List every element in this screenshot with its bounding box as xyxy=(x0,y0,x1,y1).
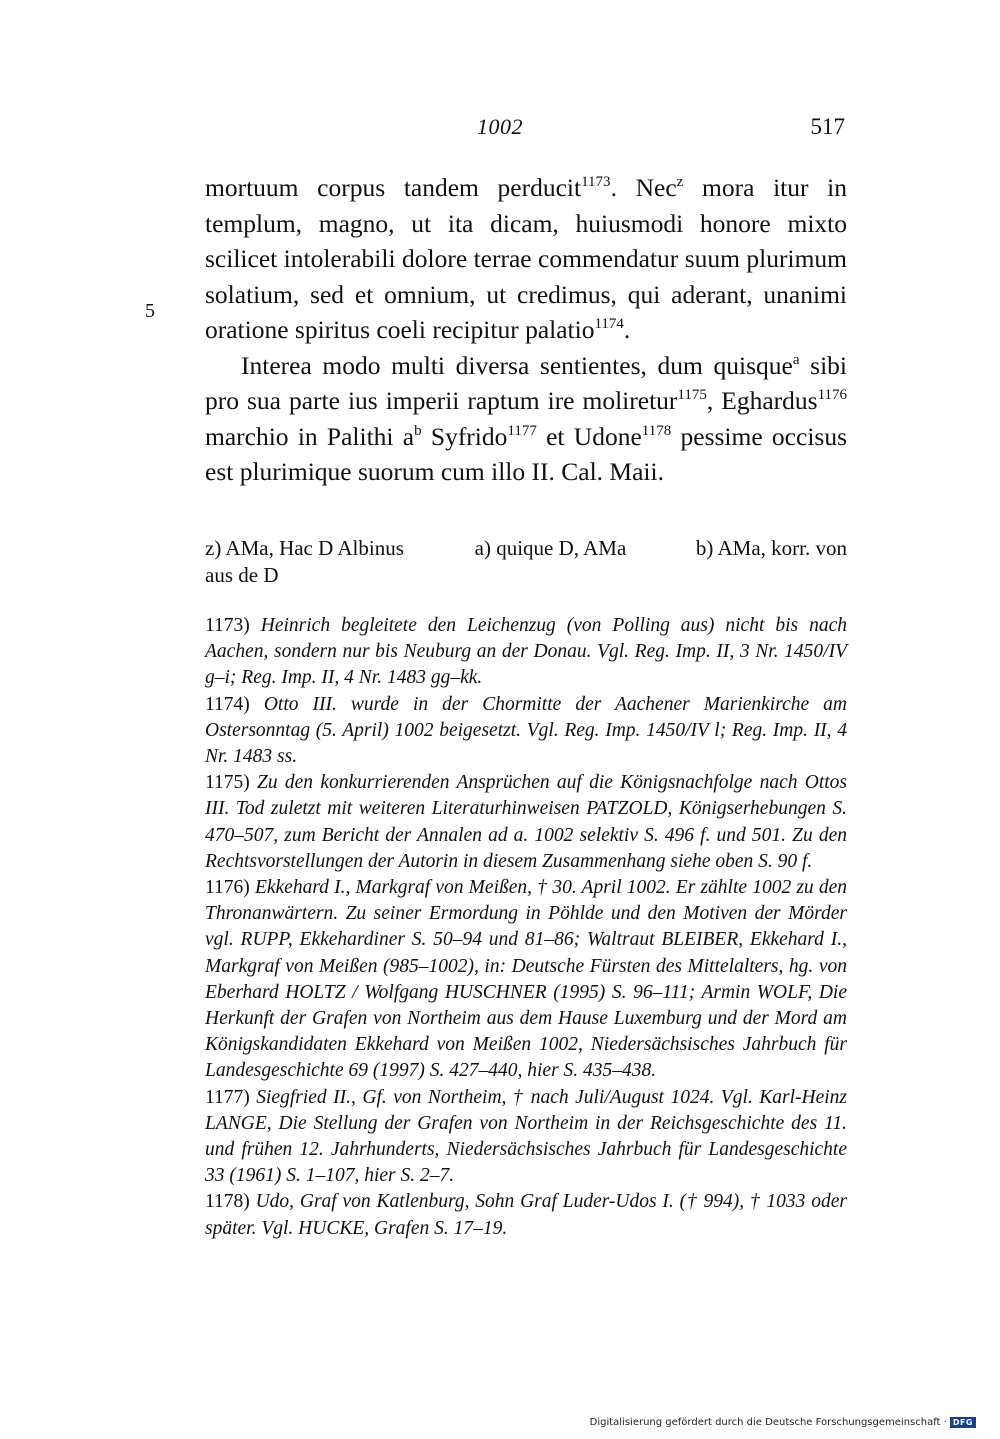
footnote-number: 1174) xyxy=(205,693,250,715)
footnote-ref: 1176 xyxy=(817,387,848,403)
footnote xyxy=(205,875,847,1085)
main-text xyxy=(205,170,847,490)
line-number: 5 xyxy=(145,300,155,322)
paragraph-1 xyxy=(205,170,847,348)
text-run: sibi pro sua parte ius imperii raptum ire moliretur xyxy=(205,350,847,415)
text-run: . xyxy=(623,315,631,344)
critical-apparatus xyxy=(205,535,847,589)
footnote-text: Heinrich begleitete den Leichenzug (von Polling aus) nicht bis nach Aachen, sondern nur bis Neuburg an der Donau. Vgl. Reg. Imp. II, 3 Nr. 1450/IV g–i; Reg. Imp. II, 4 Nr. 1483 gg–kk. xyxy=(205,615,847,689)
footnote-ref: 1178 xyxy=(641,422,672,439)
footnote xyxy=(205,1085,847,1190)
footnote-ref: 1177 xyxy=(507,422,537,439)
footnote xyxy=(205,692,847,771)
text-run: mortuum corpus tandem perducit xyxy=(205,173,582,202)
page-number: 517 xyxy=(810,114,845,139)
footnote-ref: 1174 xyxy=(594,316,624,332)
running-title: 1002 xyxy=(477,114,523,139)
text-run: , Eghardus xyxy=(706,386,818,415)
footnote-number: 1175) xyxy=(205,772,250,794)
apparatus-ref: z xyxy=(676,174,684,190)
apparatus-ref: a xyxy=(792,351,800,368)
footnote-number: 1177) xyxy=(205,1086,250,1108)
paragraph-2 xyxy=(205,348,847,490)
footnote-ref: 1173 xyxy=(581,174,611,190)
apparatus-entry: z) AMa, Hac D Albinus aus de D xyxy=(205,536,404,587)
footer-text: Digitalisierung gefördert durch die Deutsche Forschungsgemeinschaft · xyxy=(589,1417,947,1428)
text-run: pessime occisus est plurimique suorum cum illo II. Cal. Maii. xyxy=(205,421,847,486)
footnote-text: Otto III. wurde in der Chormitte der Aachener Marienkirche am Ostersonntag (5. April) 1002 beigesetzt. Vgl. Reg. Imp. 1450/IV l; Reg. Imp. II, 4 Nr. 1483 ss. xyxy=(205,693,848,768)
digitization-footer xyxy=(590,1417,976,1428)
apparatus-entry: b) AMa, korr. von xyxy=(695,536,847,560)
text-run: mora itur in templum, magno, ut ita dicam, huiusmodi honore mixto scilicet intolerabili dolore terrae commendatur suum plurimum solatium, sed et omnium, ut credimus, qui aderant, unanimi oratione spiritus coeli recipitur palatio xyxy=(205,173,847,344)
text-run: . Nec xyxy=(610,173,677,202)
footnote-text: Zu den konkurrierenden Ansprüchen auf die Königsnachfolge nach Ottos III. Tod zuletzt mit weiteren Literaturhinweisen PATZOLD, Königserhebungen S. 470–507, zum Bericht der Annalen ad a. 1002 selektiv S. 496 f. und 501. Zu den Rechtsvorstellungen der Autorin in diesem Zusammenhang siehe oben S. 90 f. xyxy=(205,772,847,872)
apparatus-entry: a) quique D, AMa xyxy=(474,536,627,560)
footnote-number: 1173) xyxy=(205,615,250,636)
footnote xyxy=(205,613,847,692)
text-run: marchio in Palithi a xyxy=(205,421,415,451)
footnote-text: Siegfried II., Gf. von Northeim, † nach Juli/August 1024. Vgl. Karl-Heinz LANGE, Die Stellung der Grafen von Northeim in der Reichsgeschichte des 11. und frühen 12. Jahrhunderts, Niedersächsisches Jahrbuch für Landesgeschichte 33 (1961) S. 1–107, hier S. 2–7. xyxy=(205,1086,847,1187)
text-run: Interea modo multi diversa sentientes, dum quisque xyxy=(241,350,793,380)
footnote-text: Udo, Graf von Katlenburg, Sohn Graf Luder-Udos I. († 994), † 1033 oder später. Vgl. HUCKE, Grafen S. 17–19. xyxy=(205,1191,847,1239)
text-run: et Udone xyxy=(536,421,642,451)
footnote xyxy=(205,770,847,875)
footnote-ref: 1175 xyxy=(677,387,707,403)
dfg-logo-icon: DFG xyxy=(950,1417,976,1428)
footnote-number: 1176) xyxy=(205,877,250,899)
footnote-number: 1178) xyxy=(205,1191,250,1213)
text-run: Syfrido xyxy=(421,421,508,451)
apparatus-ref: b xyxy=(414,422,422,439)
footnote xyxy=(205,1189,847,1241)
footnotes xyxy=(205,613,847,1242)
footnote-text: Ekkehard I., Markgraf von Meißen, † 30. April 1002. Er zählte 1002 zu den Thronanwärtern. Zu seiner Ermordung in Pöhlde und den Motiven der Mörder vgl. RUPP, Ekkehardiner S. 50–94 und 81–86; Waltraut BLEIBER, Ekkehard I., Markgraf von Meißen (985–1002), in: Deutsche Fürsten des Mittelalters, hg. von Eberhard HOLTZ / Wolfgang HUSCHNER (1995) S. 96–111; Armin WOLF, Die Herkunft der Grafen von Northeim aus dem Hause Luxemburg und der Mord am Königskandidaten Ekkehard von Meißen 1002, Niedersächsisches Jahrbuch für Landesgeschichte 69 (1997) S. 427–440, hier S. 435–438. xyxy=(205,877,847,1082)
